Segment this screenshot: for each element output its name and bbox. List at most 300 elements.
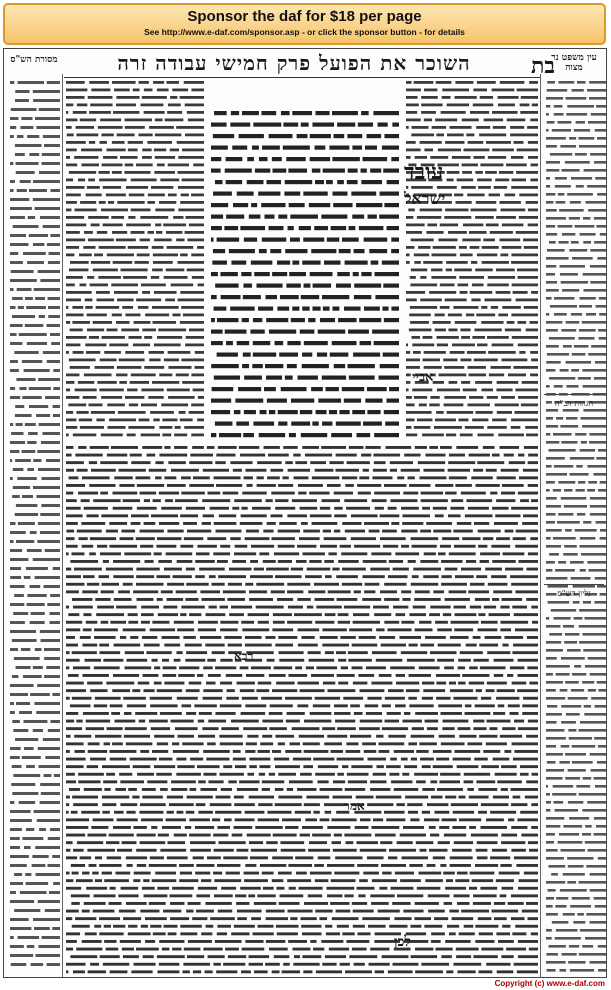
text-line-segment <box>150 704 177 707</box>
text-line-segment <box>435 948 452 951</box>
text-line-segment <box>212 651 225 654</box>
text-line-segment <box>389 849 416 852</box>
text-line-segment <box>444 216 471 219</box>
text-line-segment <box>300 917 316 920</box>
text-line-segment <box>66 419 76 422</box>
text-line-segment <box>198 811 213 814</box>
text-line-segment <box>340 963 350 966</box>
text-line-segment <box>298 887 322 890</box>
text-line-segment <box>51 342 60 345</box>
text-line-segment <box>187 955 204 958</box>
text-line-segment <box>447 171 460 174</box>
text-line-segment <box>72 872 79 875</box>
text-line-segment <box>88 239 114 242</box>
text-line-segment <box>492 419 506 422</box>
text-line-segment <box>320 788 343 791</box>
text-line-segment <box>36 414 50 417</box>
text-line-segment <box>546 489 550 492</box>
text-line-segment <box>372 499 387 502</box>
text-line-segment <box>103 224 123 227</box>
text-line-segment <box>589 433 606 436</box>
text-line-segment <box>560 273 578 276</box>
text-line-segment <box>527 666 538 669</box>
text-line-segment <box>285 750 301 753</box>
text-line-segment <box>391 249 399 253</box>
text-line-segment <box>344 499 367 502</box>
text-line-segment <box>96 613 124 616</box>
text-line-segment <box>480 560 489 563</box>
text-line-segment <box>84 788 102 791</box>
text-line-segment <box>362 917 390 920</box>
text-line-segment <box>281 387 307 391</box>
text-line-segment <box>302 955 321 958</box>
text-line-segment <box>10 522 15 525</box>
heading-word-raba: רבא <box>234 649 254 663</box>
text-line-segment <box>416 750 428 753</box>
text-line-segment <box>10 819 32 822</box>
text-line-segment <box>112 171 122 174</box>
text-line-segment <box>53 882 60 885</box>
text-line-segment <box>41 792 60 795</box>
text-line-segment <box>212 387 234 391</box>
text-line-segment <box>72 306 83 309</box>
text-line-segment <box>309 841 327 844</box>
text-line-segment <box>342 932 354 935</box>
text-line-segment <box>23 675 42 678</box>
text-line-segment <box>556 929 578 932</box>
text-line-segment <box>443 359 457 362</box>
text-line-segment <box>406 396 412 399</box>
text-line-segment <box>255 169 270 173</box>
text-line-segment <box>225 169 252 173</box>
text-line-segment <box>171 780 196 783</box>
text-line-segment <box>126 742 153 745</box>
text-line-segment <box>302 307 309 311</box>
text-line-segment <box>73 351 84 354</box>
copyright-link[interactable]: Copyright (c) www.e-daf.com <box>494 979 605 988</box>
text-line-segment <box>460 651 483 654</box>
sponsor-banner[interactable] <box>3 3 606 45</box>
text-line-segment <box>317 780 328 783</box>
text-line-segment <box>95 879 102 882</box>
text-line-segment <box>87 682 102 685</box>
text-line-segment <box>528 461 538 464</box>
text-line-segment <box>163 910 181 913</box>
text-line-segment <box>226 215 244 219</box>
text-line-segment <box>577 81 586 84</box>
text-line-segment <box>435 484 453 487</box>
text-line-segment <box>185 659 205 662</box>
text-line-segment <box>424 89 437 92</box>
text-line-segment <box>119 359 145 362</box>
text-line-segment <box>166 818 186 821</box>
text-line-segment <box>373 773 386 776</box>
text-line-segment <box>278 742 285 745</box>
text-line-segment <box>297 545 316 548</box>
text-line-segment <box>211 410 230 414</box>
text-line-segment <box>433 530 451 533</box>
text-line-segment <box>415 712 438 715</box>
text-line-segment <box>71 864 85 867</box>
text-line-segment <box>66 96 85 99</box>
text-line-segment <box>141 284 166 287</box>
text-line-segment <box>529 81 538 84</box>
text-line-segment <box>440 545 451 548</box>
text-line-segment <box>554 105 563 108</box>
text-line-segment <box>320 507 330 510</box>
text-line-segment <box>585 937 606 940</box>
text-line-segment <box>546 417 553 420</box>
text-line-segment <box>66 644 78 647</box>
text-line-segment <box>66 111 68 114</box>
text-line-segment <box>355 826 369 829</box>
text-line-segment <box>402 856 428 859</box>
text-line-segment <box>334 872 359 875</box>
text-line-segment <box>379 887 387 890</box>
text-line-segment <box>395 704 406 707</box>
text-line-segment <box>514 856 538 859</box>
text-line-segment <box>152 879 177 882</box>
text-line-segment <box>169 894 192 897</box>
text-line-segment <box>133 590 158 593</box>
text-line-segment <box>496 291 511 294</box>
text-line-segment <box>66 811 69 814</box>
text-line-segment <box>245 537 270 540</box>
text-line-segment <box>116 239 136 242</box>
text-line-segment <box>438 644 461 647</box>
text-line-segment <box>260 864 286 867</box>
text-line-segment <box>500 621 528 624</box>
text-line-segment <box>288 226 294 230</box>
text-line-segment <box>101 209 128 212</box>
text-line-segment <box>74 735 91 738</box>
text-line-segment <box>406 141 416 144</box>
text-line-segment <box>195 872 210 875</box>
text-line-segment <box>597 137 606 140</box>
text-line-segment <box>27 342 47 345</box>
text-line-segment <box>478 613 485 616</box>
text-line-segment <box>433 765 453 768</box>
text-line-segment <box>587 561 606 564</box>
text-line-segment <box>553 801 563 804</box>
text-line-segment <box>219 514 236 517</box>
text-line-segment <box>320 318 335 322</box>
text-line-segment <box>501 469 519 472</box>
text-line-segment <box>342 583 362 586</box>
text-line-segment <box>243 727 267 730</box>
text-line-segment <box>86 621 98 624</box>
text-line-segment <box>10 135 14 138</box>
text-line-segment <box>550 153 572 156</box>
text-line-segment <box>358 894 365 897</box>
text-line-segment <box>133 765 151 768</box>
text-line-segment <box>368 758 386 761</box>
text-line-segment <box>174 659 181 662</box>
text-line-segment <box>193 389 204 392</box>
text-line-segment <box>104 351 121 354</box>
text-line-segment <box>162 826 181 829</box>
text-line-segment <box>278 796 302 799</box>
text-line-segment <box>286 720 300 723</box>
text-line-segment <box>10 450 19 453</box>
text-line-segment <box>595 785 606 788</box>
text-line-segment <box>240 887 261 890</box>
text-line-segment <box>334 507 342 510</box>
text-line-segment <box>448 231 467 234</box>
text-line-segment <box>244 879 268 882</box>
text-line-segment <box>453 306 478 309</box>
text-line-segment <box>85 306 92 309</box>
text-line-segment <box>10 891 16 894</box>
text-line-segment <box>516 171 538 174</box>
text-line-segment <box>176 126 204 129</box>
text-line-segment <box>559 969 566 972</box>
text-line-segment <box>182 970 189 973</box>
text-line-segment <box>86 887 107 890</box>
text-line-segment <box>124 171 150 174</box>
text-line-segment <box>510 666 525 669</box>
text-line-segment <box>379 376 399 380</box>
text-line-segment <box>164 925 178 928</box>
text-line-segment <box>247 834 271 837</box>
text-line-segment <box>336 575 358 578</box>
text-line-segment <box>15 90 29 93</box>
text-line-segment <box>167 530 183 533</box>
text-line-segment <box>502 644 508 647</box>
text-line-segment <box>239 446 259 449</box>
text-line-segment <box>152 246 164 249</box>
text-line-segment <box>233 750 241 753</box>
text-line-segment <box>10 189 14 192</box>
text-line-segment <box>180 545 193 548</box>
text-line-segment <box>177 628 194 631</box>
text-line-segment <box>126 856 147 859</box>
text-line-segment <box>106 194 126 197</box>
text-line-segment <box>473 89 487 92</box>
text-line-segment <box>440 773 460 776</box>
text-line-segment <box>559 209 584 212</box>
text-line-segment <box>345 261 368 265</box>
text-line-segment <box>569 945 579 948</box>
text-line-segment <box>228 780 236 783</box>
text-line-segment <box>513 291 528 294</box>
sponsor-subtitle[interactable]: See http://www.e-daf.com/sponsor.asp - or click the sponsor button - for details <box>144 27 465 37</box>
text-line-segment <box>66 621 82 624</box>
text-line-segment <box>211 341 223 345</box>
text-line-segment <box>492 344 514 347</box>
text-line-segment <box>140 545 153 548</box>
text-line-segment <box>569 473 588 476</box>
text-line-segment <box>419 621 431 624</box>
text-line-segment <box>33 243 44 246</box>
text-line-segment <box>559 833 579 836</box>
text-line-segment <box>546 961 566 964</box>
text-line-segment <box>337 674 355 677</box>
text-line-segment <box>140 530 164 533</box>
text-lines-graphic <box>8 79 60 974</box>
text-line-segment <box>548 585 568 588</box>
text-line-segment <box>30 585 41 588</box>
text-line-segment <box>303 552 325 555</box>
text-line-segment <box>590 513 606 516</box>
text-line-segment <box>348 651 368 654</box>
text-line-segment <box>549 633 562 636</box>
text-line-segment <box>338 659 346 662</box>
text-line-segment <box>10 279 37 282</box>
text-line-segment <box>431 269 442 272</box>
text-line-segment <box>546 801 551 804</box>
text-line-segment <box>454 628 473 631</box>
text-line-segment <box>251 666 271 669</box>
text-line-segment <box>170 720 193 723</box>
text-line-segment <box>113 492 138 495</box>
text-line-segment <box>517 970 538 973</box>
text-line-segment <box>29 189 47 192</box>
text-line-segment <box>140 803 166 806</box>
text-line-segment <box>492 454 500 457</box>
text-line-segment <box>415 970 443 973</box>
text-line-segment <box>435 119 457 122</box>
text-line-segment <box>250 330 264 334</box>
text-line-segment <box>262 720 283 723</box>
text-line-segment <box>507 674 513 677</box>
text-line-segment <box>353 925 365 928</box>
text-line-segment <box>401 469 420 472</box>
text-line-segment <box>469 887 477 890</box>
text-line-segment <box>446 434 456 437</box>
text-line-segment <box>10 126 16 129</box>
text-line-segment <box>242 111 259 115</box>
text-line-segment <box>310 272 333 276</box>
text-line-segment <box>214 376 240 380</box>
text-line-segment <box>33 198 60 201</box>
text-line-segment <box>546 577 567 580</box>
text-line-segment <box>470 246 480 249</box>
text-line-segment <box>579 145 606 148</box>
text-line-segment <box>526 735 538 738</box>
text-line-segment <box>550 305 577 308</box>
text-line-segment <box>227 598 245 601</box>
text-line-segment <box>96 299 114 302</box>
text-line-segment <box>180 932 197 935</box>
text-line-segment <box>10 342 22 345</box>
text-line-segment <box>157 89 169 92</box>
text-line-segment <box>455 575 474 578</box>
text-line-segment <box>316 410 327 414</box>
text-line-segment <box>83 613 91 616</box>
text-line-segment <box>418 246 431 249</box>
text-line-segment <box>363 157 388 161</box>
text-line-segment <box>124 712 132 715</box>
text-line-segment <box>353 613 369 616</box>
text-line-segment <box>440 224 458 227</box>
text-line-segment <box>344 307 361 311</box>
text-line-segment <box>486 224 499 227</box>
text-line-segment <box>149 351 164 354</box>
text-line-segment <box>344 399 361 403</box>
text-line-segment <box>330 902 349 905</box>
text-line-segment <box>354 284 381 288</box>
text-line-segment <box>195 575 205 578</box>
text-line-segment <box>590 497 606 500</box>
text-line-segment <box>445 492 456 495</box>
text-line-segment <box>146 651 171 654</box>
text-line-segment <box>154 735 174 738</box>
text-line-segment <box>215 712 235 715</box>
text-line-segment <box>276 925 299 928</box>
text-line-segment <box>478 434 494 437</box>
text-line-segment <box>497 780 522 783</box>
text-line-segment <box>45 909 60 912</box>
text-line-segment <box>107 856 121 859</box>
text-line-segment <box>499 872 520 875</box>
text-line-segment <box>220 682 232 685</box>
text-line-segment <box>136 164 153 167</box>
text-line-segment <box>368 925 386 928</box>
text-line-segment <box>182 381 204 384</box>
text-line-segment <box>315 111 329 115</box>
text-line-segment <box>48 729 60 732</box>
text-line-segment <box>157 336 182 339</box>
text-line-segment <box>449 932 456 935</box>
text-line-segment <box>474 329 501 332</box>
text-line-segment <box>454 194 463 197</box>
text-line-segment <box>18 306 24 309</box>
text-line-segment <box>292 111 312 115</box>
text-line-segment <box>183 963 210 966</box>
text-line-segment <box>465 712 491 715</box>
sponsor-title[interactable]: Sponsor the daf for $18 per page <box>187 8 422 25</box>
text-line-segment <box>21 648 30 651</box>
text-line-segment <box>360 341 372 345</box>
text-line-segment <box>66 940 77 943</box>
text-lines-graphic <box>64 444 538 974</box>
text-line-segment <box>546 105 550 108</box>
text-line-segment <box>227 689 235 692</box>
text-line-segment <box>100 552 121 555</box>
text-line-segment <box>305 818 317 821</box>
text-line-segment <box>247 157 254 161</box>
text-line-segment <box>66 499 77 502</box>
text-line-segment <box>574 345 589 348</box>
text-line-segment <box>147 780 167 783</box>
text-line-segment <box>245 469 266 472</box>
text-line-segment <box>84 231 93 234</box>
text-line-segment <box>452 917 474 920</box>
text-line-segment <box>516 530 538 533</box>
text-line-segment <box>187 111 204 114</box>
text-line-segment <box>272 970 280 973</box>
text-line-segment <box>274 666 293 669</box>
text-line-segment <box>176 374 189 377</box>
text-line-segment <box>41 441 60 444</box>
text-line-segment <box>47 243 60 246</box>
text-line-segment <box>569 217 580 220</box>
text-line-segment <box>213 834 228 837</box>
text-line-segment <box>10 711 15 714</box>
text-line-segment <box>46 459 60 462</box>
text-line-segment <box>313 948 324 951</box>
text-line-segment <box>235 818 255 821</box>
text-line-segment <box>66 239 85 242</box>
text-line-segment <box>66 344 80 347</box>
text-line-segment <box>245 644 272 647</box>
text-line-segment <box>546 497 557 500</box>
text-line-segment <box>291 318 305 322</box>
text-line-segment <box>285 826 298 829</box>
lower-commentary <box>64 444 538 974</box>
text-line-segment <box>244 872 259 875</box>
